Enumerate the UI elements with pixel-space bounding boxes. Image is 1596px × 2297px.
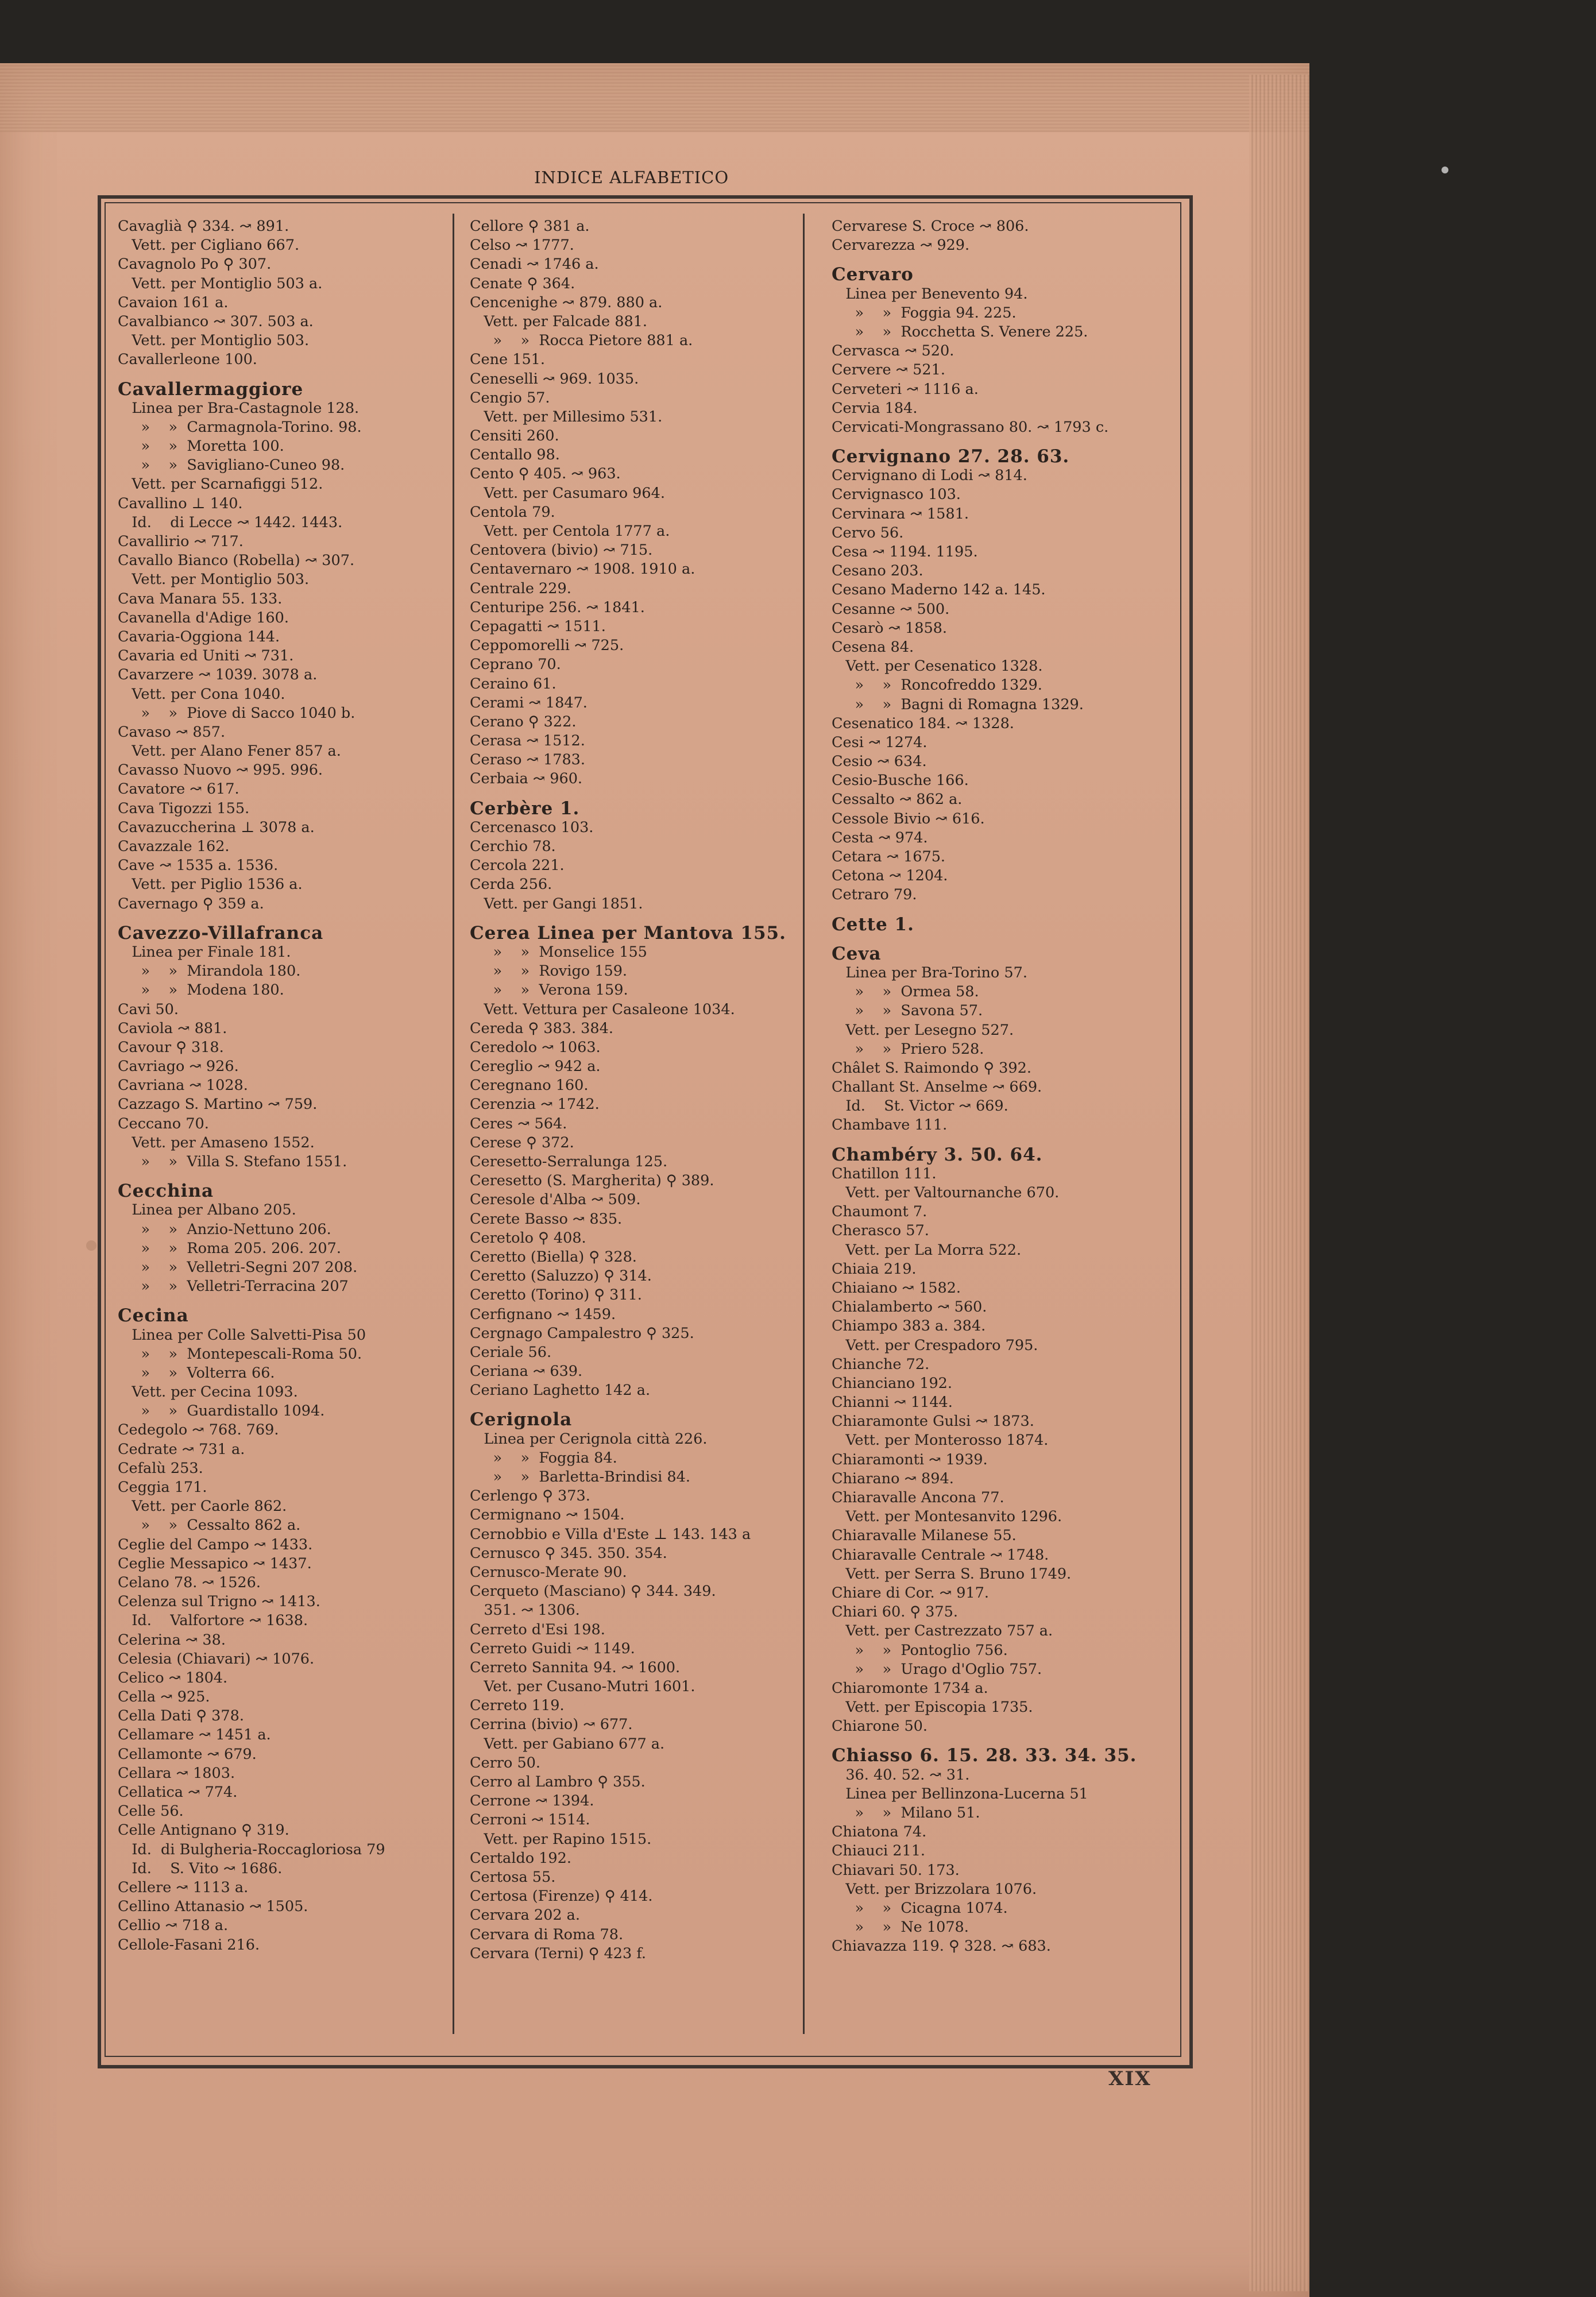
index-entry: Cerano ⚲ 322.	[470, 713, 577, 730]
index-entry: Cavaria ed Uniti ↝ 731.	[118, 647, 294, 665]
index-entry: Linea per Colle Salvetti-Pisa 50	[118, 1326, 366, 1344]
index-entry: Chiarano ↝ 894.	[832, 1470, 954, 1487]
index-heading: Chambéry 3. 50. 64.	[832, 1144, 1043, 1165]
index-entry: Cercola 221.	[470, 857, 565, 875]
index-entry: Chiaravalle Milanese 55.	[832, 1527, 1017, 1545]
index-entry: Cedrate ↝ 731 a.	[118, 1440, 245, 1458]
index-entry: Vett. per Scarnafiggi 512.	[118, 475, 323, 493]
index-entry: Vett. per Gabiano 677 a.	[470, 1735, 665, 1753]
index-entry: Chiaromonte 1734 a.	[832, 1679, 988, 1697]
index-entry: Cereda ⚲ 383. 384.	[470, 1019, 613, 1037]
index-entry: Chialamberto ↝ 560.	[832, 1298, 987, 1316]
index-entry: Celso ↝ 1777.	[470, 237, 574, 254]
index-entry: Id. di Lecce ↝ 1442. 1443.	[118, 513, 343, 531]
entry-gap	[832, 905, 1165, 915]
index-entry: Cervere ↝ 521.	[832, 361, 945, 379]
index-entry: Cedegolo ↝ 768. 769.	[118, 1421, 279, 1439]
index-entry: » » Piove di Sacco 1040 b.	[118, 704, 355, 722]
index-entry: » » Savona 57.	[832, 1002, 983, 1020]
index-entry: Celico ↝ 1804.	[118, 1669, 228, 1687]
index-entry: Cerreto Guidi ↝ 1149.	[470, 1639, 635, 1657]
index-heading: Cecina	[118, 1305, 189, 1327]
index-entry: Vett. per Cecina 1093.	[118, 1383, 298, 1401]
index-heading: Cervaro	[832, 264, 914, 285]
index-entry: Celenza sul Trigno ↝ 1413.	[118, 1593, 320, 1611]
index-entry: Ceretto (Saluzzo) ⚲ 314.	[470, 1267, 652, 1285]
index-entry: Ceppomorelli ↝ 725.	[470, 637, 624, 655]
index-entry: Vett. per Casumaro 964.	[470, 484, 665, 502]
index-entry: Ceraso ↝ 1783.	[470, 751, 586, 769]
index-entry: » » Modena 180.	[118, 981, 284, 999]
index-entry: Caviola ↝ 881.	[118, 1019, 227, 1037]
index-entry: Vett. per Valtournanche 670.	[832, 1184, 1060, 1201]
index-entry: Vett. per Alano Fener 857 a.	[118, 743, 341, 760]
index-entry: Cella Dati ⚲ 378.	[118, 1707, 244, 1725]
index-entry: Chianni ↝ 1144.	[832, 1394, 953, 1412]
index-entry: Vett. per Monterosso 1874.	[832, 1432, 1049, 1449]
index-heading: Cervignano 27. 28. 63.	[832, 446, 1070, 467]
index-entry: Chianche 72.	[832, 1355, 930, 1373]
index-entry: Cava Manara 55. 133.	[118, 590, 283, 608]
index-entry: Cessole Bivio ↝ 616.	[832, 810, 985, 827]
index-entry: Vett. Vettura per Casaleone 1034.	[470, 1000, 735, 1018]
index-entry: Cento ⚲ 405. ↝ 963.	[470, 465, 621, 483]
index-entry: Cetraro 79.	[832, 886, 917, 904]
index-entry: Vett. per Castrezzato 757 a.	[832, 1622, 1053, 1640]
index-entry: » » Rocchetta S. Venere 225.	[832, 323, 1088, 341]
index-entry: Centallo 98.	[470, 446, 560, 464]
index-entry: Cerrina (bivio) ↝ 677.	[470, 1716, 633, 1734]
index-entry: Cerchio 78.	[470, 838, 556, 855]
index-entry: Vett. per Amaseno 1552.	[118, 1134, 315, 1151]
index-entry: Cavernago ⚲ 359 a.	[118, 895, 264, 912]
index-entry: » » Savigliano-Cuneo 98.	[118, 457, 345, 474]
index-entry: Chiavari 50. 173.	[832, 1861, 960, 1879]
index-entry: Vett. per Montiglio 503 a.	[118, 274, 323, 292]
index-entry: Cenate ⚲ 364.	[470, 274, 575, 292]
index-entry: Cervignano di Lodi ↝ 814.	[832, 467, 1027, 485]
index-entry: Cervara di Roma 78.	[470, 1925, 624, 1943]
index-entry: Cellio ↝ 718 a.	[118, 1917, 229, 1935]
index-entry: Centovera (bivio) ↝ 715.	[470, 542, 653, 559]
index-entry: Ceriano Laghetto 142 a.	[470, 1382, 651, 1399]
index-entry: Linea per Bra-Castagnole 128.	[118, 399, 360, 417]
index-column-1	[118, 217, 445, 1955]
index-entry: » » Moretta 100.	[118, 438, 284, 455]
index-entry: Cesanne ↝ 500.	[832, 600, 950, 618]
index-entry: » » Mirandola 180.	[118, 962, 301, 980]
index-entry: Vett. per Rapino 1515.	[470, 1830, 652, 1848]
index-entry: Cercenasco 103.	[470, 818, 594, 836]
column-rule-2	[803, 214, 805, 2034]
index-entry: Chiaiano ↝ 1582.	[832, 1279, 961, 1297]
index-entry: Cesta ↝ 974.	[832, 829, 928, 846]
index-entry: Chiampo 383 a. 384.	[832, 1317, 986, 1335]
index-entry: Id. Valfortore ↝ 1638.	[118, 1612, 308, 1630]
index-entry: Linea per Cerignola città 226.	[470, 1430, 708, 1448]
index-entry: Ceres ↝ 564.	[470, 1115, 567, 1132]
dust-speck	[1442, 167, 1448, 173]
index-heading: Cecchina	[118, 1181, 214, 1202]
index-entry: » » Volterra 66.	[118, 1364, 275, 1382]
index-entry: Cerese ⚲ 372.	[470, 1134, 574, 1151]
index-entry: Vett. per Brizzolara 1076.	[832, 1880, 1037, 1898]
index-entry: Ceresetto (S. Margherita) ⚲ 389.	[470, 1172, 714, 1190]
index-entry: » » Carmagnola-Torino. 98.	[118, 418, 362, 436]
index-entry: » » Anzio-Nettuno 206.	[118, 1220, 331, 1238]
index-entry: Vett. per Centola 1777 a.	[470, 523, 670, 540]
entry-gap	[118, 370, 445, 380]
index-entry: Vett. per Piglio 1536 a.	[118, 876, 303, 894]
index-entry: Cellamare ↝ 1451 a.	[118, 1726, 271, 1744]
index-entry: Cerete Basso ↝ 835.	[470, 1210, 623, 1228]
index-entry: Cavallino ⊥ 140.	[118, 494, 243, 512]
index-entry: Cervarese S. Croce ↝ 806.	[832, 218, 1029, 235]
index-entry: Censiti 260.	[470, 427, 559, 445]
page-edge-right	[1249, 75, 1309, 2291]
index-entry: Chatillon 111.	[832, 1165, 937, 1182]
index-entry: Cesano 203.	[832, 562, 923, 580]
index-entry: Cesi ↝ 1274.	[832, 733, 928, 751]
index-entry: Cavallirio ↝ 717.	[118, 533, 244, 550]
index-entry: 36. 40. 52. ↝ 31.	[832, 1766, 970, 1784]
index-entry: Ceresole d'Alba ↝ 509.	[470, 1191, 641, 1209]
index-entry: Linea per Benevento 94.	[832, 285, 1028, 303]
index-entry: Cerami ↝ 1847.	[470, 694, 588, 711]
index-entry: Cesarò ↝ 1858.	[832, 619, 948, 637]
index-entry: Cazzago S. Martino ↝ 759.	[118, 1096, 318, 1113]
index-entry: Chiatona 74.	[832, 1823, 927, 1841]
index-entry: Ceriana ↝ 639.	[470, 1363, 583, 1380]
index-entry: Vett. per Montiglio 503.	[118, 571, 310, 589]
index-entry: Ceretto (Biella) ⚲ 328.	[470, 1248, 637, 1266]
entry-gap	[832, 1135, 1165, 1146]
index-entry: Cervia 184.	[832, 399, 918, 417]
index-entry: Cereglio ↝ 942 a.	[470, 1058, 601, 1076]
index-entry: Vett. per Montesanvito 1296.	[832, 1508, 1062, 1526]
index-entry: Cerbaia ↝ 960.	[470, 770, 583, 788]
index-entry: Celano 78. ↝ 1526.	[118, 1573, 261, 1591]
index-entry: Cesio ↝ 634.	[832, 753, 927, 771]
index-entry: Ceredolo ↝ 1063.	[470, 1038, 601, 1056]
index-entry: Centuripe 256. ↝ 1841.	[470, 598, 645, 616]
index-entry: Id. S. Vito ↝ 1686.	[118, 1859, 283, 1877]
index-entry: » » Villa S. Stefano 1551.	[118, 1153, 347, 1170]
index-entry: » » Bagni di Romagna 1329.	[832, 695, 1084, 713]
index-entry: Cepagatti ↝ 1511.	[470, 617, 606, 635]
index-entry: Cerrone ↝ 1394.	[470, 1792, 594, 1810]
index-entry: Cesano Maderno 142 a. 145.	[832, 581, 1046, 599]
index-entry: » » Monselice 155	[470, 943, 647, 961]
index-entry: Cherasco 57.	[832, 1222, 929, 1240]
index-entry: Cerlengo ⚲ 373.	[470, 1487, 590, 1505]
index-entry: Certosa 55.	[470, 1868, 556, 1886]
index-entry: Cervara (Terni) ⚲ 423 f.	[470, 1944, 646, 1962]
index-entry: Ceriale 56.	[470, 1343, 552, 1361]
index-entry: Cerreto 119.	[470, 1697, 565, 1715]
index-entry: Cavaglià ⚲ 334. ↝ 891.	[118, 218, 289, 235]
entry-gap	[832, 934, 1165, 945]
index-entry: Cavriago ↝ 926.	[118, 1058, 239, 1076]
index-entry: » » Priero 528.	[832, 1040, 984, 1058]
index-entry: Chiare di Cor. ↝ 917.	[832, 1584, 989, 1602]
index-entry: Cetara ↝ 1675.	[832, 848, 946, 865]
index-entry: Cervasca ↝ 520.	[832, 342, 954, 360]
index-entry: Cavriana ↝ 1028.	[118, 1077, 248, 1095]
index-entry: Vett. per Cesenatico 1328.	[832, 658, 1043, 675]
index-entry: Vett. per Cigliano 667.	[118, 237, 300, 254]
index-entry: Cavanella d'Adige 160.	[118, 609, 289, 627]
index-entry: Cellole-Fasani 216.	[118, 1936, 260, 1954]
index-entry: » » Rovigo 159.	[470, 962, 628, 980]
index-column-3	[832, 217, 1165, 1956]
index-entry: Linea per Bellinzona-Lucerna 51	[832, 1785, 1088, 1803]
index-entry: Ceccano 70.	[118, 1115, 209, 1132]
index-entry: Chiaravalle Ancona 77.	[832, 1489, 1004, 1506]
index-entry: Cervicati-Mongrassano 80. ↝ 1793 c.	[832, 418, 1109, 436]
index-entry: » » Foggia 94. 225.	[832, 304, 1017, 322]
index-entry: » » Montepescali-Roma 50.	[118, 1345, 362, 1363]
index-entry: Chiaramonte Gulsi ↝ 1873.	[832, 1413, 1034, 1430]
index-entry: Cellamonte ↝ 679.	[118, 1745, 257, 1763]
index-entry: Chiavazza 119. ⚲ 328. ↝ 683.	[832, 1938, 1051, 1955]
index-entry: Cesa ↝ 1194. 1195.	[832, 543, 978, 560]
index-entry: Ceglie Messapico ↝ 1437.	[118, 1554, 312, 1572]
index-entry: Cene 151.	[470, 351, 545, 369]
index-entry: Centola 79.	[470, 503, 555, 521]
paper-stain	[86, 1240, 96, 1251]
index-entry: Cesena 84.	[832, 638, 914, 656]
index-entry: Cefalù 253.	[118, 1459, 203, 1477]
index-entry: Cervo 56.	[832, 524, 904, 542]
index-entry: Vett. per La Morra 522.	[832, 1241, 1022, 1259]
index-entry: Ceneselli ↝ 969. 1035.	[470, 370, 639, 388]
index-entry: Cava Tigozzi 155.	[118, 799, 250, 817]
index-heading: Cavezzo-Villafranca	[118, 922, 324, 943]
index-entry: Cervignasco 103.	[832, 486, 961, 504]
index-entry: Cerreto d'Esi 198.	[470, 1621, 605, 1638]
index-entry: Chiauci 211.	[832, 1842, 926, 1860]
index-entry: Cerro 50.	[470, 1754, 540, 1772]
index-entry: Ceretto (Torino) ⚲ 311.	[470, 1286, 642, 1304]
index-entry: Cavagnolo Po ⚲ 307.	[118, 256, 272, 273]
index-entry: Centrale 229.	[470, 579, 571, 597]
index-entry: Cellara ↝ 1803.	[118, 1764, 235, 1782]
index-entry: Certaldo 192.	[470, 1849, 571, 1867]
index-entry: Ceresetto-Serralunga 125.	[470, 1153, 668, 1170]
index-entry: Cellino Attanasio ↝ 1505.	[118, 1898, 308, 1916]
index-entry: Cervinara ↝ 1581.	[832, 505, 969, 523]
index-entry: » » Ormea 58.	[832, 983, 979, 1001]
index-entry: » » Ne 1078.	[832, 1919, 969, 1936]
index-entry: Linea per Finale 181.	[118, 943, 291, 961]
index-entry: Cerenzia ↝ 1742.	[470, 1096, 600, 1113]
index-heading: Cerea Linea per Mantova 155.	[470, 922, 786, 943]
index-entry: » » Roncofreddo 1329.	[832, 676, 1042, 694]
index-entry: Linea per Albano 205.	[118, 1201, 296, 1219]
index-entry: Vett. per Millesimo 531.	[470, 408, 663, 426]
index-entry: Ceretolo ⚲ 408.	[470, 1229, 586, 1247]
index-entry: Cesio-Busche 166.	[832, 772, 969, 790]
index-entry: » » Foggia 84.	[470, 1449, 617, 1467]
index-entry: Chiarone 50.	[832, 1718, 928, 1735]
index-entry: Cerroni ↝ 1514.	[470, 1811, 590, 1829]
index-entry: Chaumont 7.	[832, 1203, 928, 1221]
index-entry: Cavazzale 162.	[118, 838, 230, 855]
index-entry: Cavallo Bianco (Robella) ↝ 307.	[118, 552, 355, 570]
index-entry: » » Milano 51.	[832, 1804, 980, 1822]
index-entry: Cella ↝ 925.	[118, 1688, 210, 1706]
page-number: XIX	[1108, 2067, 1151, 2090]
index-entry: Centavernaro ↝ 1908. 1910 a.	[470, 560, 695, 578]
index-entry: Ceprano 70.	[470, 656, 561, 674]
index-entry: Cavour ⚲ 318.	[118, 1038, 224, 1056]
index-entry: Celerina ↝ 38.	[118, 1631, 226, 1649]
index-entry: Celesia (Chiavari) ↝ 1076.	[118, 1650, 315, 1668]
index-entry: Cervarezza ↝ 929.	[832, 237, 970, 254]
index-entry: Celle 56.	[118, 1803, 184, 1820]
index-heading: Chiasso 6. 15. 28. 33. 34. 35.	[832, 1745, 1137, 1766]
index-entry: Id. St. Victor ↝ 669.	[832, 1097, 1008, 1115]
index-entry: Cavasso Nuovo ↝ 995. 996.	[118, 761, 323, 779]
index-entry: Cernusco ⚲ 345. 350. 354.	[470, 1544, 667, 1562]
index-entry: Linea per Bra-Torino 57.	[832, 964, 1027, 981]
index-heading: Ceva	[832, 943, 882, 964]
index-entry: Ceggia 171.	[118, 1479, 207, 1496]
index-entry: Vett. per Montiglio 503.	[118, 332, 310, 350]
index-entry: Cerasa ↝ 1512.	[470, 732, 585, 750]
index-entry: Chianciano 192.	[832, 1374, 953, 1392]
index-entry: Chambave 111.	[832, 1116, 948, 1134]
index-column-2	[470, 217, 797, 1963]
running-head-text: INDICE ALFABETICO	[534, 168, 729, 187]
index-entry: Cervara 202 a.	[470, 1907, 580, 1924]
index-entry: » » Cessalto 862 a.	[118, 1517, 301, 1534]
index-entry: » » Urago d'Oglio 757.	[832, 1660, 1042, 1678]
index-entry: 351. ↝ 1306.	[470, 1602, 580, 1619]
index-entry: Vett. per Episcopia 1735.	[832, 1699, 1033, 1716]
index-entry: Cessalto ↝ 862 a.	[832, 791, 963, 809]
index-entry: » » Velletri-Segni 207 208.	[118, 1258, 358, 1276]
index-entry: Vett. per Lesegno 527.	[832, 1021, 1014, 1039]
index-entry: » » Velletri-Terracina 207	[118, 1278, 349, 1296]
index-entry: » » Barletta-Brindisi 84.	[470, 1468, 690, 1486]
index-entry: Vett. per Falcade 881.	[470, 312, 648, 330]
index-entry: Cerro al Lambro ⚲ 355.	[470, 1773, 646, 1791]
index-entry: Vett. per Crespadoro 795.	[832, 1336, 1038, 1354]
index-entry: Cerqueto (Masciano) ⚲ 344. 349.	[470, 1583, 716, 1600]
index-entry: Cavaso ↝ 857.	[118, 723, 226, 741]
index-entry: Cavaion 161 a.	[118, 293, 229, 311]
index-entry: Cengio 57.	[470, 389, 550, 407]
index-entry: Cencenighe ↝ 879. 880 a.	[470, 293, 663, 311]
index-entry: Certosa (Firenze) ⚲ 414.	[470, 1888, 653, 1905]
index-heading: Cerbère 1.	[470, 798, 580, 819]
index-entry: Celle Antignano ⚲ 319.	[118, 1822, 289, 1839]
index-entry: Ceraino 61.	[470, 675, 557, 693]
index-entry: Cavarzere ↝ 1039. 3078 a.	[118, 666, 318, 684]
index-entry: Ceregnano 160.	[470, 1077, 589, 1095]
index-entry: Cerfignano ↝ 1459.	[470, 1305, 616, 1323]
index-entry: Chiaia 219.	[832, 1260, 917, 1278]
index-entry: Chiari 60. ⚲ 375.	[832, 1603, 958, 1621]
index-heading: Cette 1.	[832, 914, 914, 935]
index-entry: Châlet S. Raimondo ⚲ 392.	[832, 1059, 1031, 1077]
index-entry: Vet. per Cusano-Mutri 1601.	[470, 1678, 695, 1696]
index-entry: » » Verona 159.	[470, 981, 628, 999]
index-entry: Cergnago Campalestro ⚲ 325.	[470, 1324, 694, 1342]
index-entry: » » Pontoglio 756.	[832, 1641, 1008, 1659]
index-entry: Cavalbianco ↝ 307. 503 a.	[118, 312, 314, 330]
index-entry: Cavazuccherina ⊥ 3078 a.	[118, 818, 315, 836]
index-entry: Cermignano ↝ 1504.	[470, 1506, 625, 1524]
page-edge-top	[0, 63, 1309, 132]
index-entry: Cerda 256.	[470, 876, 552, 894]
index-entry: » » Guardistallo 1094.	[118, 1402, 325, 1420]
index-entry: Cernusco-Merate 90.	[470, 1563, 627, 1581]
index-entry: » » Roma 205. 206. 207.	[118, 1239, 341, 1257]
index-entry: Cenadi ↝ 1746 a.	[470, 256, 599, 273]
index-entry: Vett. per Gangi 1851.	[470, 895, 643, 912]
index-entry: Cavi 50.	[118, 1000, 179, 1018]
index-entry: Cellatica ↝ 774.	[118, 1784, 238, 1801]
index-entry: Cavaria-Oggiona 144.	[118, 628, 280, 645]
index-entry: Ceglie del Campo ↝ 1433.	[118, 1536, 313, 1553]
index-entry: Chiaramonti ↝ 1939.	[832, 1451, 988, 1468]
index-entry: Cerveteri ↝ 1116 a.	[832, 380, 979, 398]
entry-gap	[470, 789, 797, 799]
index-entry: Cave ↝ 1535 a. 1536.	[118, 857, 279, 875]
index-entry: Cernobbio e Villa d'Este ⊥ 143. 143 a	[470, 1525, 751, 1543]
index-entry: Id. di Bulgheria-Roccagloriosa 79	[118, 1840, 385, 1858]
index-entry: Cesenatico 184. ↝ 1328.	[832, 714, 1014, 732]
index-heading: Cerignola	[470, 1409, 573, 1430]
index-entry: Cavallerleone 100.	[118, 351, 257, 369]
index-entry: Chiaravalle Centrale ↝ 1748.	[832, 1546, 1049, 1564]
column-rule-1	[453, 214, 454, 2034]
index-heading: Cavallermaggiore	[118, 378, 304, 400]
index-entry: Cerreto Sannita 94. ↝ 1600.	[470, 1658, 681, 1676]
index-entry: Cetona ↝ 1204.	[832, 867, 948, 885]
index-entry: Vett. per Caorle 862.	[118, 1498, 287, 1515]
index-entry: Vett. per Cona 1040.	[118, 685, 285, 703]
index-entry: Challant St. Anselme ↝ 669.	[832, 1078, 1042, 1096]
index-entry: Cellere ↝ 1113 a.	[118, 1878, 249, 1896]
index-entry: Cavatore ↝ 617.	[118, 780, 239, 798]
index-entry: Cellore ⚲ 381 a.	[470, 218, 590, 235]
index-entry: Vett. per Serra S. Bruno 1749.	[832, 1565, 1072, 1583]
index-entry: » » Cicagna 1074.	[832, 1899, 1008, 1917]
index-entry: » » Rocca Pietore 881 a.	[470, 332, 693, 350]
